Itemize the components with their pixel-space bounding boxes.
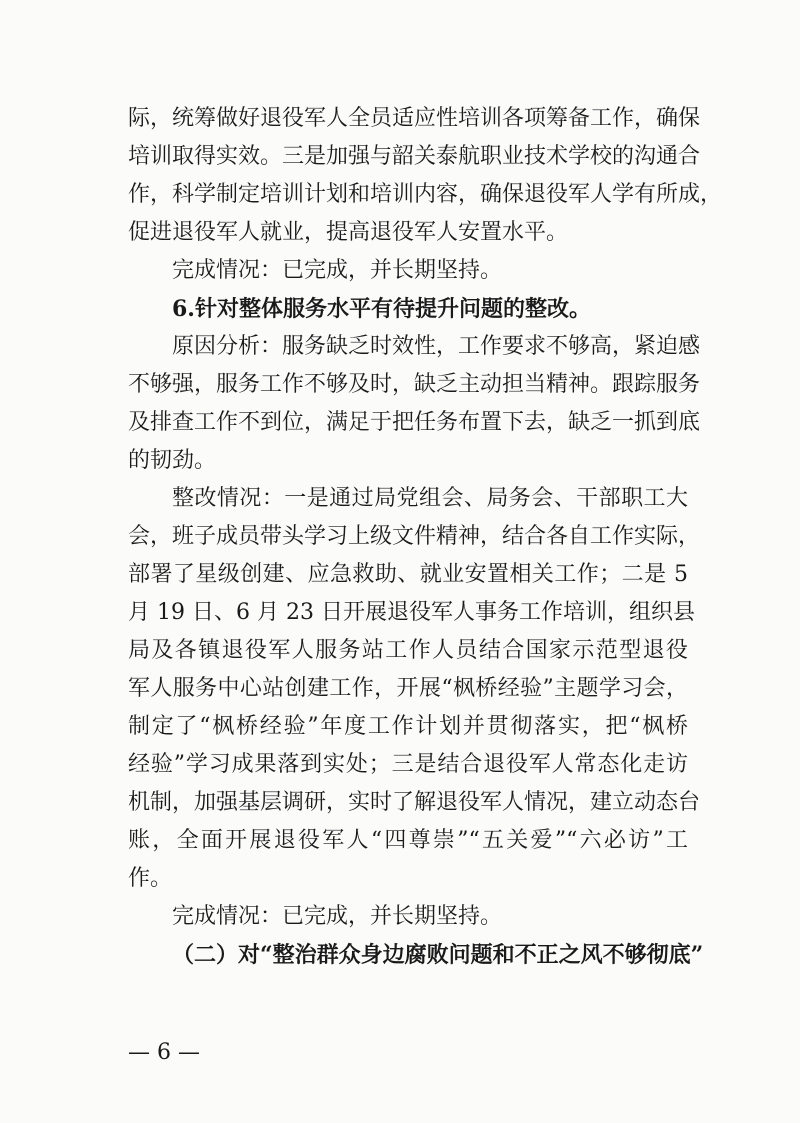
text-line: 的韧劲。	[128, 448, 217, 473]
text-line: 制定了“枫桥经验”年度工作计划并贯彻落实，把“枫桥	[128, 714, 688, 739]
text-line: 机制，加强基层调研，实时了解退役军人情况，建立动态台	[128, 790, 701, 815]
text-line: 不够强，服务工作不够及时，缺乏主动担当精神。跟踪服务	[128, 372, 701, 397]
text-line: 月 19 日、6 月 23 日开展退役军人事务工作培训，组织县	[128, 600, 695, 625]
text-line: 及排查工作不到位，满足于把任务布置下去，缺乏一抓到底	[128, 410, 701, 435]
text-line: 作。	[128, 866, 173, 891]
text-line: 际，统筹做好退役军人全员适应性培训各项筹备工作，确保	[128, 106, 701, 131]
section-heading: 6.针对整体服务水平有待提升问题的整改。	[172, 296, 591, 322]
completion-status: 完成情况：已完成，并长期坚持。	[172, 258, 503, 283]
text-line: 局及各镇退役军人服务站工作人员结合国家示范型退役	[128, 638, 688, 663]
text-line: 促进退役军人就业，提高退役军人安置水平。	[128, 220, 569, 245]
text-line: 军人服务中心站创建工作，开展“枫桥经验”主题学习会，	[128, 676, 688, 701]
completion-status: 完成情况：已完成，并长期坚持。	[172, 904, 503, 929]
text-line: 会，班子成员带头学习上级文件精神，结合各自工作实际，	[128, 524, 701, 549]
text-line: 整改情况：一是通过局党组会、局务会、干部职工大	[172, 486, 688, 511]
page-number: — 6 —	[128, 1040, 200, 1065]
text-line: 部署了星级创建、应急救助、就业安置相关工作；二是 5	[128, 562, 688, 587]
document-body	[128, 100, 723, 974]
text-line: 培训取得实效。三是加强与韶关泰航职业技术学校的沟通合	[128, 144, 701, 169]
text-line: 作，科学制定培训计划和培训内容，确保退役军人学有所成，	[128, 182, 723, 207]
text-line: 原因分析：服务缺乏时效性，工作要求不够高，紧迫感	[172, 334, 701, 359]
section-heading: （二）对“整治群众身边腐败问题和不正之风不够彻底”	[172, 942, 704, 968]
text-line: 经验”学习成果落到实处；三是结合退役军人常态化走访	[128, 752, 688, 777]
text-line: 账，全面开展退役军人“四尊崇”“五关爱”“六必访”工	[128, 828, 688, 853]
